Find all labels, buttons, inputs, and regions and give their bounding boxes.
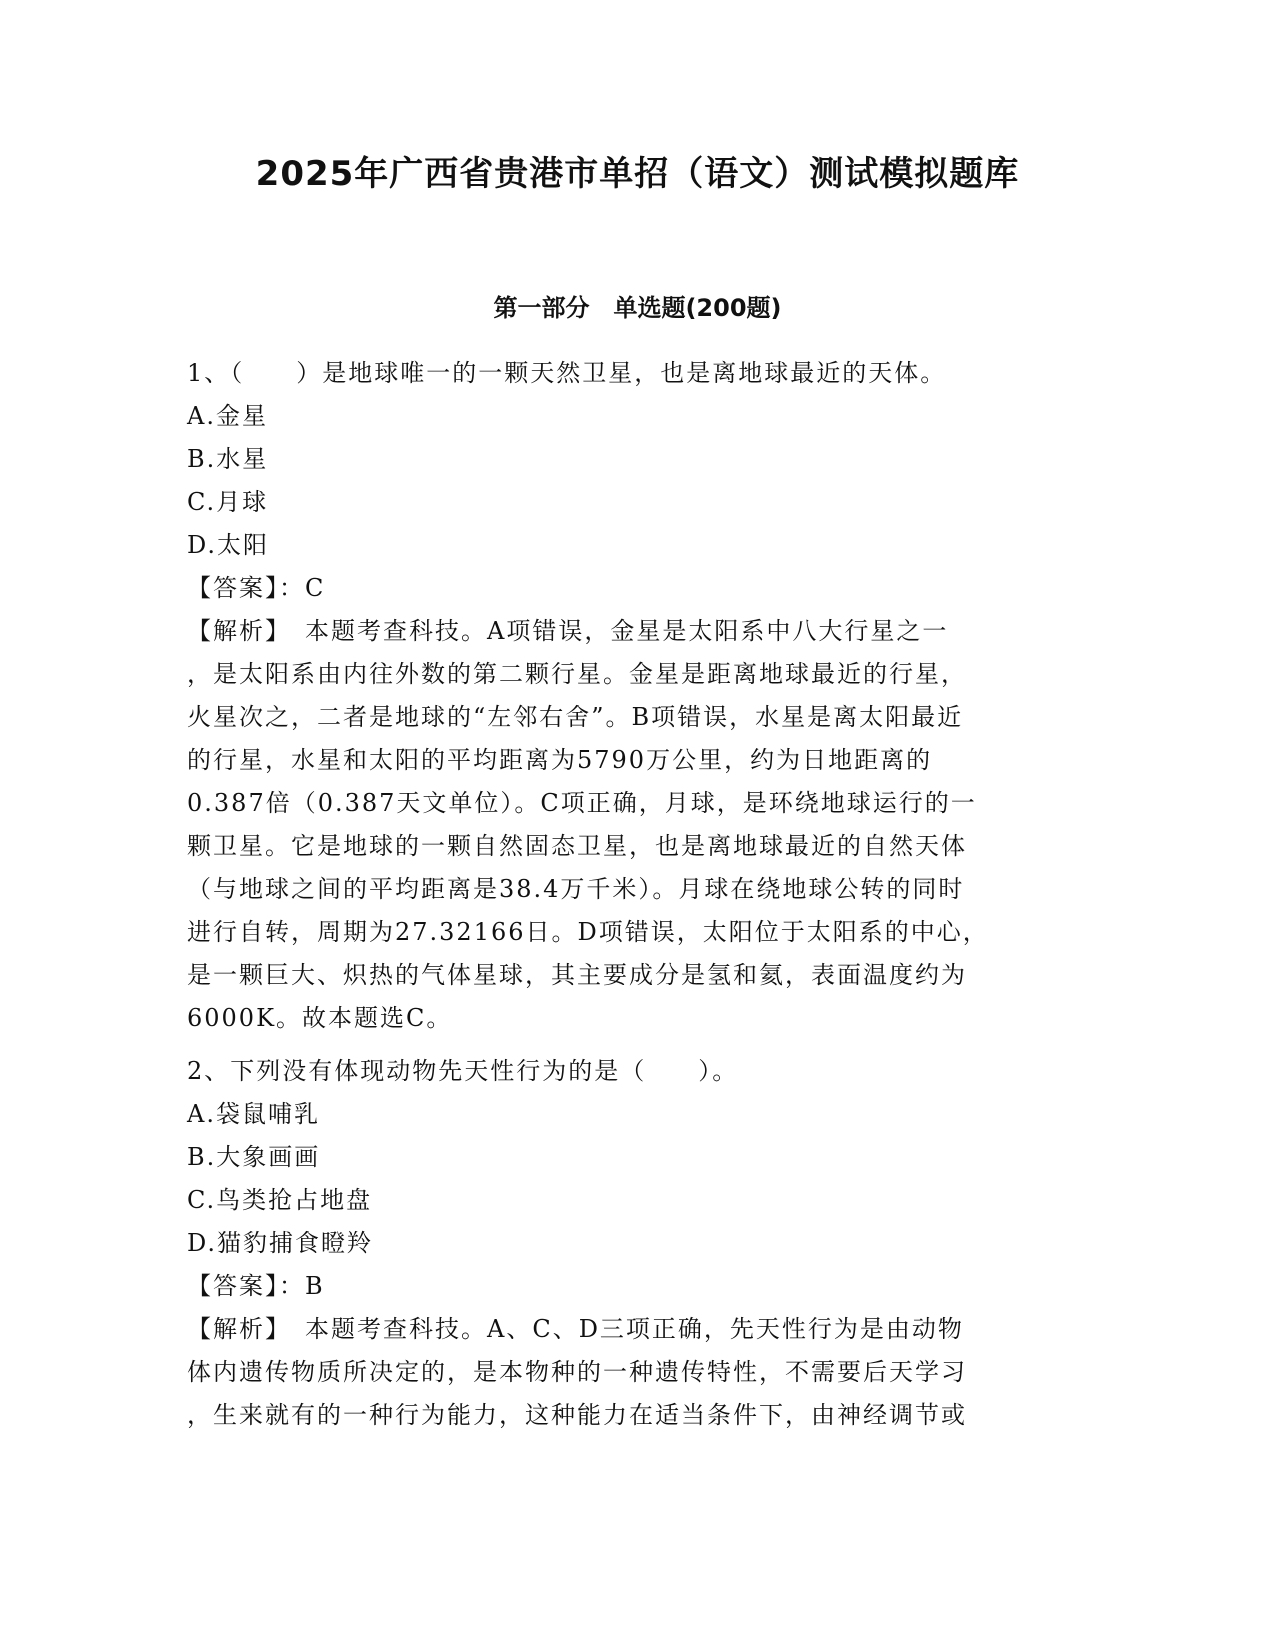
analysis-line: 火星次之，二者是地球的“左邻右舍”。B项错误，水星是离太阳最近 xyxy=(187,703,964,731)
document-title: 2025年广西省贵港市单招（语文）测试模拟题库 xyxy=(255,154,1020,194)
option-a: A.金星 xyxy=(187,402,268,430)
analysis-line: （与地球之间的平均距离是38.4万千米）。月球在绕地球公转的同时 xyxy=(187,875,965,903)
section-title: 第一部分 单选题(200题) xyxy=(493,294,782,322)
analysis-line: 进行自转，周期为27.32166日。D项错误，太阳位于太阳系的中心， xyxy=(187,918,989,946)
document-body xyxy=(187,352,1082,1447)
option-b: B.大象画画 xyxy=(187,1143,321,1171)
question-stem: 1、（ ）是地球唯一的一颗天然卫星，也是离地球最近的天体。 xyxy=(187,359,947,387)
analysis-line: 的行星，水星和太阳的平均距离为5790万公里，约为日地距离的 xyxy=(187,746,933,774)
analysis-line: 体内遗传物质所决定的，是本物种的一种遗传特性，不需要后天学习 xyxy=(187,1358,967,1386)
question-2 xyxy=(187,1050,1082,1437)
option-a: A.袋鼠哺乳 xyxy=(187,1100,320,1128)
analysis-line: 0.387倍（0.387天文单位）。C项正确，月球，是环绕地球运行的一 xyxy=(187,789,977,817)
analysis-line: ，是太阳系由内往外数的第二颗行星。金星是距离地球最近的行星， xyxy=(187,660,967,688)
option-b: B.水星 xyxy=(187,445,269,473)
option-c: C.鸟类抢占地盘 xyxy=(187,1186,373,1214)
option-c: C.月球 xyxy=(187,488,269,516)
analysis-line: 【解析】 本题考查科技。A项错误，金星是太阳系中八大行星之一 xyxy=(187,617,949,645)
answer-line: 【答案】：B xyxy=(187,1272,325,1300)
option-d: D.猫豹捕食瞪羚 xyxy=(187,1229,374,1257)
question-1 xyxy=(187,352,1082,1040)
answer-line: 【答案】：C xyxy=(187,574,326,602)
analysis-line: 是一颗巨大、炽热的气体星球，其主要成分是氢和氦，表面温度约为 xyxy=(187,961,967,989)
analysis-line: 6000K。故本题选C。 xyxy=(187,1004,453,1032)
question-stem: 2、下列没有体现动物先天性行为的是（ ）。 xyxy=(187,1057,739,1085)
option-d: D.太阳 xyxy=(187,531,270,559)
analysis-line: 【解析】 本题考查科技。A、C、D三项正确，先天性行为是由动物 xyxy=(187,1315,964,1343)
analysis-line: 颗卫星。它是地球的一颗自然固态卫星，也是离地球最近的自然天体 xyxy=(187,832,967,860)
analysis-line: ，生来就有的一种行为能力，这种能力在适当条件下，由神经调节或 xyxy=(187,1401,967,1429)
